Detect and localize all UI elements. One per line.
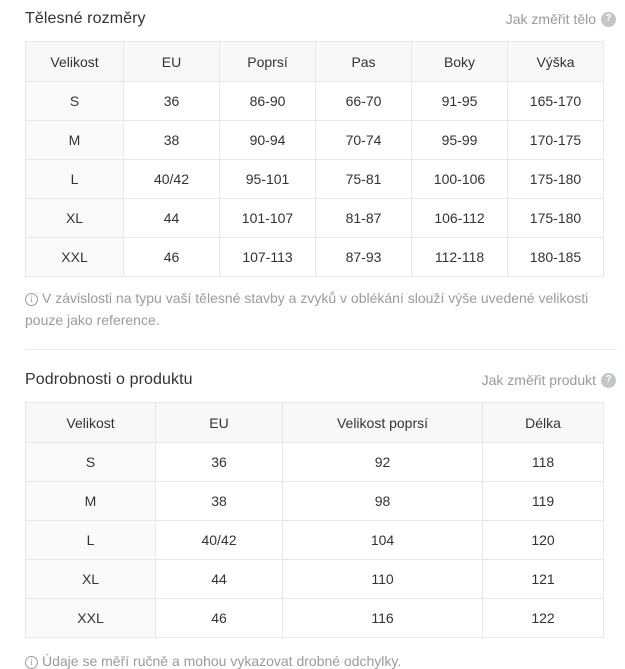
body-measurements-note xyxy=(25,287,611,331)
value-cell: 40/42 xyxy=(124,160,220,199)
value-cell: 95-101 xyxy=(220,160,316,199)
info-icon: i xyxy=(25,293,38,306)
body-measurements-header xyxy=(0,0,625,28)
value-cell: 90-94 xyxy=(220,121,316,160)
column-header: Velikost xyxy=(26,403,156,443)
value-cell: 38 xyxy=(124,121,220,160)
value-cell: 110 xyxy=(283,560,483,599)
size-cell: L xyxy=(26,160,124,199)
value-cell: 70-74 xyxy=(316,121,412,160)
value-cell: 121 xyxy=(483,560,604,599)
size-cell: XXL xyxy=(26,238,124,277)
size-cell: L xyxy=(26,521,156,560)
value-cell: 165-170 xyxy=(508,82,604,121)
column-header: Velikost poprsí xyxy=(283,403,483,443)
value-cell: 38 xyxy=(156,482,283,521)
column-header: Boky xyxy=(412,42,508,82)
size-cell: M xyxy=(26,482,156,521)
question-mark-icon: ? xyxy=(601,373,616,388)
value-cell: 44 xyxy=(124,199,220,238)
value-cell: 170-175 xyxy=(508,121,604,160)
size-cell: XXL xyxy=(26,599,156,638)
value-cell: 120 xyxy=(483,521,604,560)
value-cell: 92 xyxy=(283,443,483,482)
value-cell: 66-70 xyxy=(316,82,412,121)
question-mark-icon: ? xyxy=(601,12,616,27)
value-cell: 46 xyxy=(156,599,283,638)
value-cell: 101-107 xyxy=(220,199,316,238)
column-header: Délka xyxy=(483,403,604,443)
value-cell: 81-87 xyxy=(316,199,412,238)
column-header: EU xyxy=(156,403,283,443)
product-details-note xyxy=(25,650,611,669)
how-to-measure-product-link[interactable] xyxy=(482,372,616,388)
table-header-row xyxy=(26,42,604,82)
value-cell: 36 xyxy=(124,82,220,121)
section-title-product-details: Podrobnosti o produktu xyxy=(25,371,193,388)
value-cell: 175-180 xyxy=(508,160,604,199)
how-to-measure-body-label: Jak změřit tělo xyxy=(505,11,596,27)
column-header: Velikost xyxy=(26,42,124,82)
value-cell: 107-113 xyxy=(220,238,316,277)
value-cell: 119 xyxy=(483,482,604,521)
section-title-body-measurements: Tělesné rozměry xyxy=(25,10,146,27)
table-row xyxy=(26,160,604,199)
value-cell: 46 xyxy=(124,238,220,277)
value-cell: 100-106 xyxy=(412,160,508,199)
table-row xyxy=(26,521,604,560)
value-cell: 112-118 xyxy=(412,238,508,277)
table-row xyxy=(26,121,604,160)
table-row xyxy=(26,238,604,277)
value-cell: 91-95 xyxy=(412,82,508,121)
size-cell: XL xyxy=(26,560,156,599)
size-cell: S xyxy=(26,82,124,121)
value-cell: 106-112 xyxy=(412,199,508,238)
size-cell: M xyxy=(26,121,124,160)
value-cell: 118 xyxy=(483,443,604,482)
value-cell: 175-180 xyxy=(508,199,604,238)
value-cell: 104 xyxy=(283,521,483,560)
value-cell: 98 xyxy=(283,482,483,521)
column-header: Výška xyxy=(508,42,604,82)
value-cell: 86-90 xyxy=(220,82,316,121)
column-header: Poprsí xyxy=(220,42,316,82)
value-cell: 87-93 xyxy=(316,238,412,277)
table-row xyxy=(26,443,604,482)
section-divider xyxy=(25,349,617,350)
size-cell: S xyxy=(26,443,156,482)
value-cell: 122 xyxy=(483,599,604,638)
value-cell: 116 xyxy=(283,599,483,638)
value-cell: 75-81 xyxy=(316,160,412,199)
value-cell: 95-99 xyxy=(412,121,508,160)
table-header-row xyxy=(26,403,604,443)
how-to-measure-body-link[interactable] xyxy=(506,11,616,27)
value-cell: 44 xyxy=(156,560,283,599)
value-cell: 180-185 xyxy=(508,238,604,277)
product-details-table xyxy=(25,402,604,638)
table-row xyxy=(26,82,604,121)
table-row xyxy=(26,482,604,521)
table-row xyxy=(26,199,604,238)
how-to-measure-product-label: Jak změřit produkt xyxy=(481,372,596,388)
body-measurements-table xyxy=(25,41,604,277)
product-details-header xyxy=(0,371,625,389)
info-icon: i xyxy=(25,656,38,669)
size-cell: XL xyxy=(26,199,124,238)
value-cell: 36 xyxy=(156,443,283,482)
product-details-note-text: Údaje se měří ručně a mohou vykazovat drobné odchylky. xyxy=(42,653,402,669)
column-header: EU xyxy=(124,42,220,82)
table-row xyxy=(26,599,604,638)
value-cell: 40/42 xyxy=(156,521,283,560)
table-row xyxy=(26,560,604,599)
column-header: Pas xyxy=(316,42,412,82)
body-measurements-note-text: V závislosti na typu vaší tělesné stavby a zvyků v oblékání slouží výše uvedené velikosti pouze jako reference. xyxy=(25,290,589,328)
